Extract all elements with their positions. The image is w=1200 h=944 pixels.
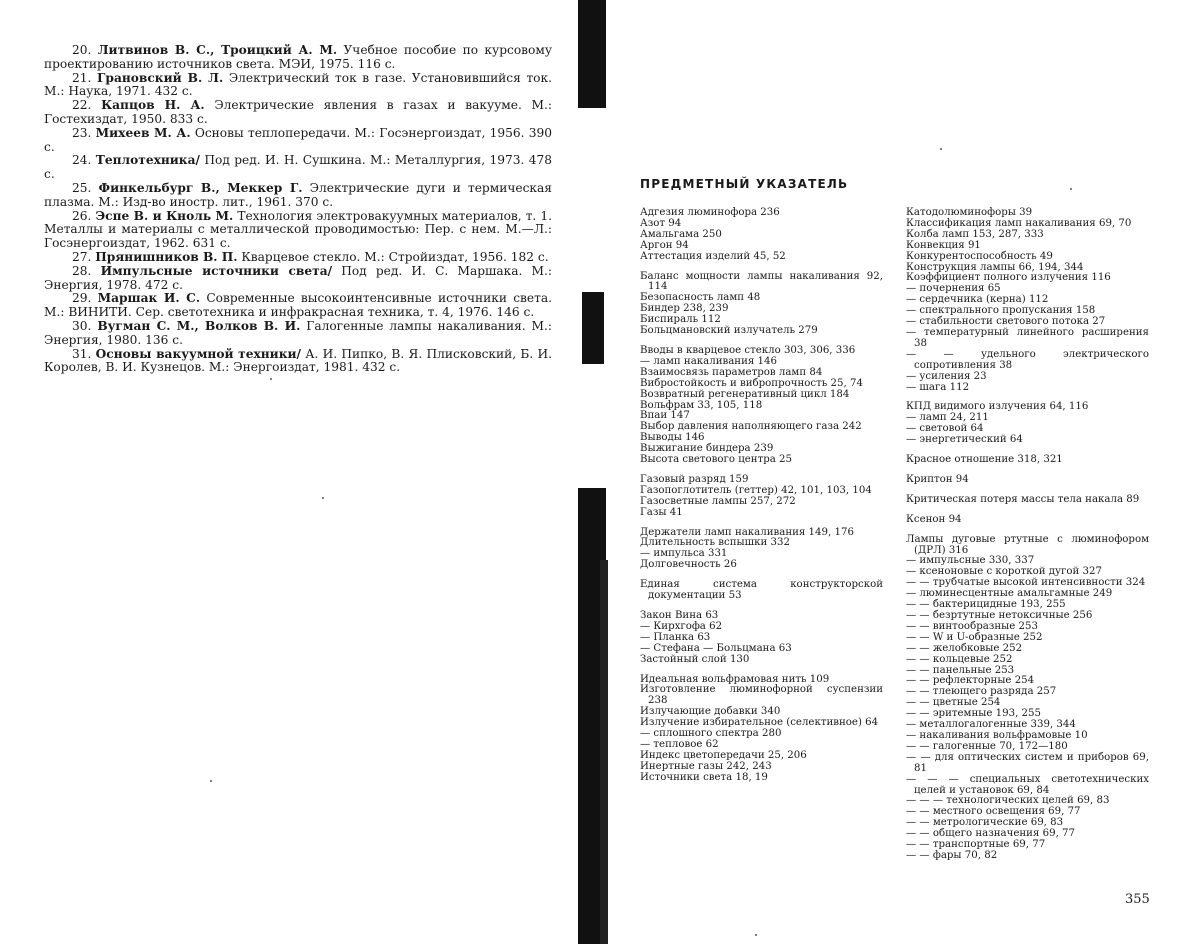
reference-text: Кварцевое стекло. М.: Стройиздат, 1956. 182 с. (241, 249, 549, 264)
index-entry: — — эритемные 193, 255 (906, 708, 1041, 720)
index-entry: Аттестация изделий 45, 52 (640, 250, 786, 262)
index-entry: Баланс мощности лампы накаливания 92, 114 (640, 270, 883, 293)
index-entry: — — местного освещения 69, 77 (906, 806, 1081, 818)
reference-number: 29. (72, 291, 92, 306)
index-entry: Газосветные лампы 257, 272 (640, 495, 796, 507)
index-entry: — — винтообразные 253 (906, 620, 1038, 632)
index-entry: — металлогалогенные 339, 344 (906, 719, 1076, 731)
reference-item (44, 210, 552, 251)
index-entry: Аргон 94 (640, 239, 689, 251)
reference-authors: Эспе В. и Кноль М. (95, 208, 234, 223)
index-entry: Держатели ламп накаливания 149, 176 (640, 526, 854, 538)
reference-item (44, 265, 552, 293)
reference-authors: Импульсные источники света/ (100, 263, 333, 278)
reference-authors: Теплотехника/ (95, 153, 200, 168)
reference-number: 25. (72, 180, 92, 195)
index-entry: Источники света 18, 19 (640, 771, 768, 783)
index-entry: Конструкция лампы 66, 194, 344 (906, 261, 1084, 273)
index-entry: — сплошного спектра 280 (640, 728, 782, 740)
index-entry: Лампы дуговые ртутные с люминофором (ДРЛ) 316 (906, 533, 1149, 556)
index-entry: Взаимосвязь параметров ламп 84 (640, 366, 823, 378)
index-entry: Азот 94 (640, 217, 682, 229)
page-number: 355 (1125, 892, 1150, 907)
scan-speck (322, 497, 324, 499)
index-column-right (906, 208, 1149, 862)
reference-text: Основы теплопередачи. М.: Госэнергоиздат, 1956. 390 с. (44, 125, 553, 154)
reference-number: 22. (72, 98, 92, 113)
index-entry: Высота светового центра 25 (640, 454, 793, 466)
scan-speck (940, 148, 942, 150)
index-entry: — ламп 24, 211 (906, 412, 989, 424)
reference-item (44, 182, 552, 210)
index-entry: Излучающие добавки 340 (640, 706, 781, 718)
index-entry: Безопасность ламп 48 (640, 292, 761, 304)
index-entry: — — общего назначения 69, 77 (906, 828, 1076, 840)
index-entry: Катодолюминофоры 39 (906, 207, 1033, 218)
index-entry: Выжигание биндера 239 (640, 443, 774, 455)
index-entry: Вольфрам 33, 105, 118 (640, 399, 763, 411)
index-entry: Криптон 94 (906, 473, 969, 485)
scan-speck (1070, 188, 1072, 190)
reference-item (44, 251, 552, 265)
index-entry: КПД видимого излучения 64, 116 (906, 401, 1089, 413)
index-entry: — стабильности светового потока 27 (906, 316, 1106, 328)
reference-number: 31. (72, 346, 92, 361)
index-entry: — импульсные 330, 337 (906, 555, 1035, 567)
index-entry: — шага 112 (906, 381, 970, 393)
reference-item (44, 44, 552, 72)
index-entry: Выбор давления наполняющего газа 242 (640, 421, 862, 433)
index-entry: — — — специальных светотехнических целей и установок 69, 84 (906, 773, 1149, 796)
index-entry: — — панельные 253 (906, 664, 1015, 676)
reference-authors: Основы вакуумной техники/ (95, 346, 301, 361)
index-entry: — — тлеющего разряда 257 (906, 686, 1057, 698)
index-entry: Ксенон 94 (906, 513, 962, 525)
index-entry: — — желобковые 252 (906, 642, 1023, 654)
reference-item (44, 99, 552, 127)
reference-item (44, 348, 552, 376)
index-entry: — световой 64 (906, 423, 984, 435)
index-entry: — — трубчатые высокой интенсивности 324 (906, 577, 1146, 589)
index-entry: Закон Вина 63 (640, 610, 719, 621)
index-entry: — — — технологических целей 69, 83 (906, 795, 1110, 807)
index-entry: — — для оптических систем и приборов 69, 81 (906, 751, 1149, 774)
index-entry: Длительность вспышки 332 (640, 537, 790, 549)
index-entry: Газопоглотитель (геттер) 42, 101, 103, 104 (640, 484, 872, 496)
index-entry: — усиления 23 (906, 370, 987, 382)
index-entry: Вводы в кварцевое стекло 303, 306, 336 (640, 344, 856, 356)
index-entry: Колба ламп 153, 287, 333 (906, 228, 1044, 240)
reference-authors: Грановский В. Л. (97, 70, 224, 85)
index-entry: Газы 41 (640, 506, 683, 518)
index-entry: — — метрологические 69, 83 (906, 817, 1064, 829)
index-entry: Идеальная вольфрамовая нить 109 (640, 673, 830, 685)
index-entry: Красное отношение 318, 321 (906, 454, 1063, 466)
index-entry: Биндер 238, 239 (640, 303, 729, 315)
index-entry: Больцмановский излучатель 279 (640, 325, 818, 337)
index-entry: Конкурентоспособность 49 (906, 250, 1053, 262)
reference-text: Электрические дуги и термическая плазма. М.: Изд-во иностр. лит., 1961. 370 с. (44, 180, 552, 209)
reference-authors: Михеев М. А. (95, 125, 191, 140)
index-entry: — — транспортные 69, 77 (906, 839, 1046, 851)
reference-text: Под ред. И. С. Маршака. М.: Энергия, 1978. 472 с. (44, 263, 552, 292)
index-entry: Долговечность 26 (640, 559, 737, 571)
reference-number: 20. (72, 43, 92, 57)
reference-item (44, 154, 552, 182)
reference-authors: Вугман С. М., Волков В. И. (97, 318, 301, 333)
index-entry: Конвекция 91 (906, 239, 981, 251)
reference-number: 30. (72, 318, 92, 333)
index-entry: Инертные газы 242, 243 (640, 760, 772, 772)
index-entry: Впаи 147 (640, 410, 690, 422)
index-entry: Классификация ламп накаливания 69, 70 (906, 217, 1132, 229)
index-entry: Застойный слой 130 (640, 653, 750, 665)
reference-item (44, 292, 552, 320)
index-column-left (640, 208, 883, 784)
reference-number: 21. (72, 70, 92, 85)
reference-item (44, 127, 552, 155)
reference-number: 28. (72, 263, 92, 278)
reference-number: 27. (72, 249, 92, 264)
reference-authors: Прянишников В. П. (95, 249, 238, 264)
reference-number: 26. (72, 208, 92, 223)
index-entry: — Планка 63 (640, 631, 711, 643)
index-entry: — температурный линейного расширения 38 (906, 326, 1149, 349)
index-entry: — Стефана — Больцмана 63 (640, 642, 792, 654)
index-entry: — тепловое 62 (640, 738, 719, 750)
gutter-shadow-middle (582, 292, 604, 364)
reference-authors: Финкельбург В., Меккер Г. (98, 180, 303, 195)
index-entry: — — безртутные нетоксичные 256 (906, 610, 1093, 621)
index-entry: — Кирхгофа 62 (640, 620, 723, 632)
gutter-shadow-top (578, 0, 606, 108)
reference-text: Галогенные лампы накаливания. М.: Энергия, 1980. 136 с. (44, 318, 553, 347)
index-entry: Биспираль 112 (640, 314, 721, 326)
reference-authors: Маршак И. С. (97, 291, 201, 306)
reference-text: Технология электровакуумных материалов, т. 1. Металлы и материалы с металлической проводимостью: Пер. с нем. М.—Л.: Госэнергоиздат, 1962. 631 с. (44, 208, 552, 251)
index-entry: — — фары 70, 82 (906, 849, 998, 861)
scan-speck (755, 934, 757, 936)
reference-authors: Литвинов В. С., Троицкий А. М. (97, 43, 338, 57)
reference-number: 23. (72, 125, 92, 140)
index-entry: Адгезия люминофора 236 (640, 207, 780, 218)
index-entry: Возвратный регенеративный цикл 184 (640, 388, 850, 400)
index-entry: Коэффициент полного излучения 116 (906, 272, 1111, 284)
reference-number: 24. (72, 153, 92, 168)
index-entry: — — бактерицидные 193, 255 (906, 599, 1066, 611)
index-entry: Единая система конструкторской документации 53 (640, 579, 883, 602)
index-entry: Вибростойкость и вибропрочность 25, 74 (640, 377, 863, 389)
index-entry: — накаливания вольфрамовые 10 (906, 729, 1088, 741)
index-entry: Критическая потеря массы тела накала 89 (906, 493, 1140, 505)
index-entry: — спектрального пропускания 158 (906, 305, 1096, 317)
index-entry: Изготовление люминофорной суспензии 238 (640, 684, 883, 707)
index-entry: Газовый разряд 159 (640, 473, 749, 485)
index-entry: — — удельного электрического сопротивления 38 (906, 348, 1149, 371)
index-entry: Излучение избирательное (селективное) 64 (640, 717, 879, 729)
reference-text: Электрический ток в газе. Установившийся ток. М.: Наука, 1971. 432 с. (44, 70, 553, 99)
index-entry: Выводы 146 (640, 432, 705, 444)
index-entry: — почернения 65 (906, 283, 1001, 295)
index-entry: Амальгама 250 (640, 228, 722, 240)
index-entry: — — кольцевые 252 (906, 653, 1013, 665)
scan-speck (270, 378, 272, 380)
reference-text: Под ред. И. Н. Сушкина. М.: Металлургия, 1973. 478 с. (44, 153, 553, 182)
index-title: ПРЕДМЕТНЫЙ УКАЗАТЕЛЬ (640, 177, 849, 191)
index-entry: — сердечника (керна) 112 (906, 294, 1049, 306)
index-entry: — — W и U-образные 252 (906, 631, 1043, 643)
reference-item (44, 320, 552, 348)
reference-item (44, 72, 552, 100)
index-entry: — ксеноновые с короткой дугой 327 (906, 566, 1102, 578)
index-entry: — ламп накаливания 146 (640, 355, 777, 367)
gutter-edge (600, 560, 608, 944)
index-entry: — — цветные 254 (906, 697, 1001, 709)
index-entry: — импульса 331 (640, 548, 728, 560)
reference-authors: Капцов Н. А. (101, 98, 205, 113)
references-list (44, 44, 552, 375)
index-entry: Индекс цветопередачи 25, 206 (640, 749, 807, 761)
reference-text: Электрические явления в газах и вакууме. М.: Гостехиздат, 1950. 833 с. (44, 98, 552, 126)
reference-text: А. И. Пипко, В. Я. Плисковский, Б. И. Королев, В. И. Кузнецов. М.: Энергоиздат, 1981. 432 с. (44, 346, 553, 375)
scan-speck (210, 780, 212, 782)
index-entry: — — рефлекторные 254 (906, 675, 1035, 687)
index-entry: — — галогенные 70, 172—180 (906, 740, 1068, 752)
index-entry: — люминесцентные амальгамные 249 (906, 588, 1113, 600)
index-entry: — энергетический 64 (906, 434, 1023, 446)
reference-text: Современные высокоинтенсивные источники света. М.: ВИНИТИ. Сер. светотехника и инфракрасная техника, т. 4, 1976. 146 с. (44, 291, 553, 320)
reference-text: Учебное пособие по курсовому проектированию источников света. МЭИ, 1975. 116 с. (44, 43, 553, 71)
